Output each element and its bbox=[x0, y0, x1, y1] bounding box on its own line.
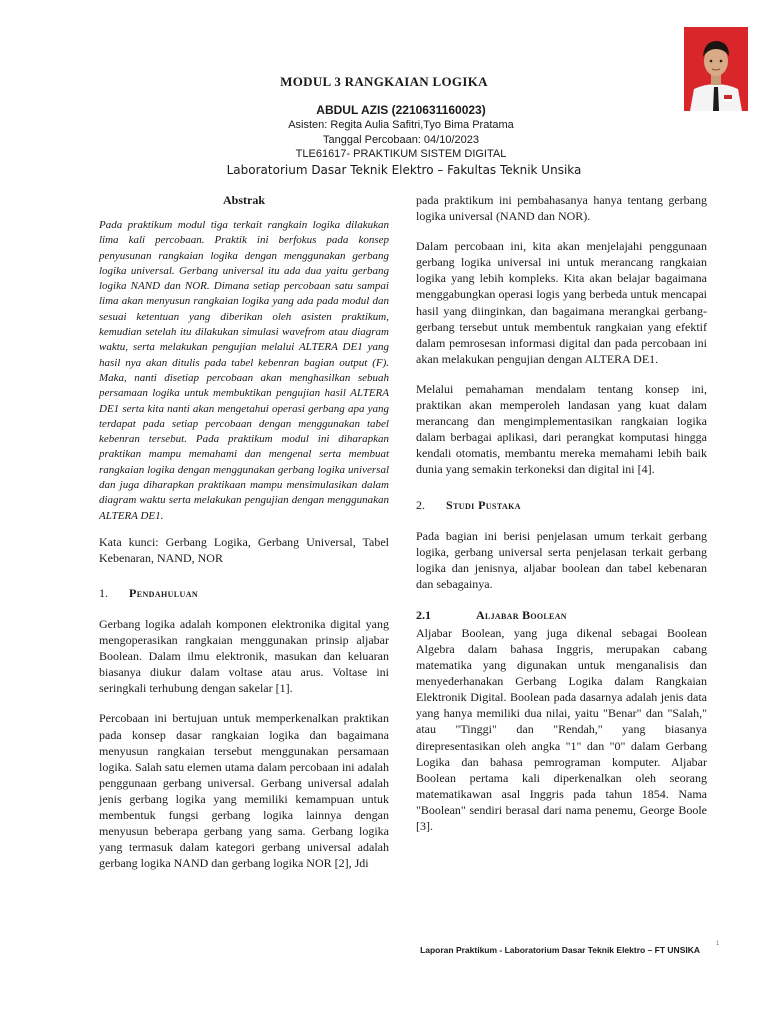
paragraph: Melalui pemahaman mendalam tentang konsep ini, praktikan akan memperoleh landasan yang kuat dalam merancang dan mengimplementasikan rangkaian logika dalam berbagai aplikasi, dari perangkat komputasi hingga kendali otomatis, membantu mereka memahami lebih baik dunia yang semakin terkoneksi dan digital ini [4]. bbox=[416, 381, 707, 477]
subsection-number: 2.1 bbox=[416, 607, 431, 622]
paragraph: Pada bagian ini berisi penjelasan umum terkait gerbang logika, gerbang universal serta penjelasan terkait gerbang logika dan jenisnya, aljabar boolean dan tabel kebenaran dan sebagainya. bbox=[416, 528, 707, 591]
author-name: ABDUL AZIS (2210631160023) bbox=[316, 103, 486, 117]
section-heading-introduction bbox=[99, 586, 389, 601]
assistants-line: Asisten: Regita Aulia Safitri,Tyo Bima Pratama bbox=[288, 119, 514, 131]
section-heading-literature bbox=[416, 498, 707, 513]
abstract-heading: Abstrak bbox=[222, 193, 265, 207]
abstract-text: Pada praktikum modul tiga terkait rangkain logika dilakukan lima kali percobaan. Praktik ini berfokus pada konsep penyusunan rangkaian logika dengan menggunakan gerbang logika universal. Gerbang universal itu ada dua yaitu gerbang logika NAND dan NOR. Dimana setiap percobaan satu sampai lima akan menyusun rangkaian logika yang ada pada modul dan sesuai ketentuan yang diberikan oleh asisten praktikum, kemudian setelah itu dilakukan simulasi wavefrom atau diagram waktu, serta melakukan pengujian melalui ALTERA DE1 yang hasil nya akan ditulis pada tabel kebenran bagian output (F). Maka, nanti disetiap percobaan akan menghasilkan sebuah persamaan logika untuk membuktikan pengujian hasil ALTERA DE1 serta kita nanti akan mengetahui operasi gerbang apa yang terdapat pada setiap percobaan dengan menggunakan tabel kebenran tersebut. Pada praktikum modul ini diharapkan praktikan mampu memahami dan mengenal serta membuat rangkaian logika dengan menggunakan gerbang logika universal dan juga diharapkan praktikaan mampu mensimulasikan dalam diagram waktu serta melakukan pengujian dengan menggunakan ALTERA DE1. bbox=[99, 219, 389, 522]
section-title: Pendahuluan bbox=[129, 585, 199, 600]
author-photo bbox=[684, 27, 748, 111]
paragraph: pada praktikum ini pembahasanya hanya tentang gerbang logika universal (NAND dan NOR). bbox=[416, 193, 707, 224]
subsection-heading-boolean bbox=[416, 608, 707, 623]
section-title: Studi Pustaka bbox=[446, 497, 521, 512]
subsection-title: Aljabar Boolean bbox=[476, 607, 567, 622]
paragraph: Dalam percobaan ini, kita akan menjelajahi penggunaan gerbang logika universal ini untuk merancang rangkaian logika yang lebih kompleks. Kita akan belajar bagaimana menggabungkan operasi logis yang berbeda untuk mencapai hasil yang diinginkan, dan bagaimana merangkai gerbang-gerbang tersebut untuk membentuk rangkaian yang efektif dalam pemrosesan informasi digital dan pada percobaan ini akan melakukan pengujian dengan ALTERA DE1. bbox=[416, 239, 707, 366]
page-footer: Laporan Praktikum - Laboratorium Dasar Teknik Elektro – FT UNSIKA bbox=[420, 945, 700, 955]
paragraph: Gerbang logika adalah komponen elektronika digital yang mengoperasikan rangkaian menggunakan prinsip aljabar Boolean. Dalam ilmu elektronik, masukan dan keluaran biasanya diukur dalam voltase atau arus. Voltase ini seringkali terhubung dengan sakelar [1]. bbox=[99, 616, 389, 696]
left-column bbox=[99, 193, 389, 871]
right-column bbox=[416, 192, 707, 834]
keywords: Kata kunci: Gerbang Logika, Gerbang Universal, Tabel Kebenaran, NAND, NOR bbox=[99, 534, 389, 565]
section-number: 1. bbox=[99, 585, 108, 600]
paragraph: Aljabar Boolean, yang juga dikenal sebagai Boolean Algebra dalam bahasa Inggris, merupakan cabang matematika yang digunakan untuk menganalisis dan menyederhanakan Gerbang Logika dalam Rangkaian Elektronik Digital. Boolean pada dasarnya adalah jenis data yang hanya memiliki dua nilai, yaitu "Benar" dan "Salah," atau "Tinggi" dan "Rendah," yang biasanya direpresentasikan oleh angka "1" dan "0" dalam Gerbang Logika dan bahasa pemrograman komputer. Aljabar Boolean pertama kali diperkenalkan oleh seorang matematikawan asal Inggris pada tahun 1854. Nama "Boolean" sendiri berasal dari nama penemu, George Boole [3]. bbox=[416, 625, 707, 833]
lab-affiliation: Laboratorium Dasar Teknik Elektro – Fakultas Teknik Unsika bbox=[226, 163, 582, 177]
paragraph: Percobaan ini bertujuan untuk memperkenalkan praktikan pada konsep dasar rangkaian logika dan bagaimana menyusun rangkaian tersebut menggunakan persamaan logika. Salah satu elemen utama dalam percobaan ini adalah penggunaan gerbang universal. Gerbang universal adalah jenis gerbang logika yang memiliki kemampuan untuk membentuk fungsi gerbang logika lainnya dengan menyusun beberapa gerbang yang sama. Gerbang logika yang termasuk dalam kategori gerbang universal adalah gerbang logika NAND dan gerbang logika NOR [2], Jdi bbox=[99, 711, 389, 871]
date-line: Tanggal Percobaan: 04/10/2023 bbox=[323, 134, 479, 146]
course-line: TLE61617- PRAKTIKUM SISTEM DIGITAL bbox=[295, 148, 507, 160]
page-number: 1 bbox=[716, 941, 720, 947]
document-title: MODUL 3 RANGKAIAN LOGIKA bbox=[280, 74, 488, 89]
section-number: 2. bbox=[416, 497, 425, 512]
